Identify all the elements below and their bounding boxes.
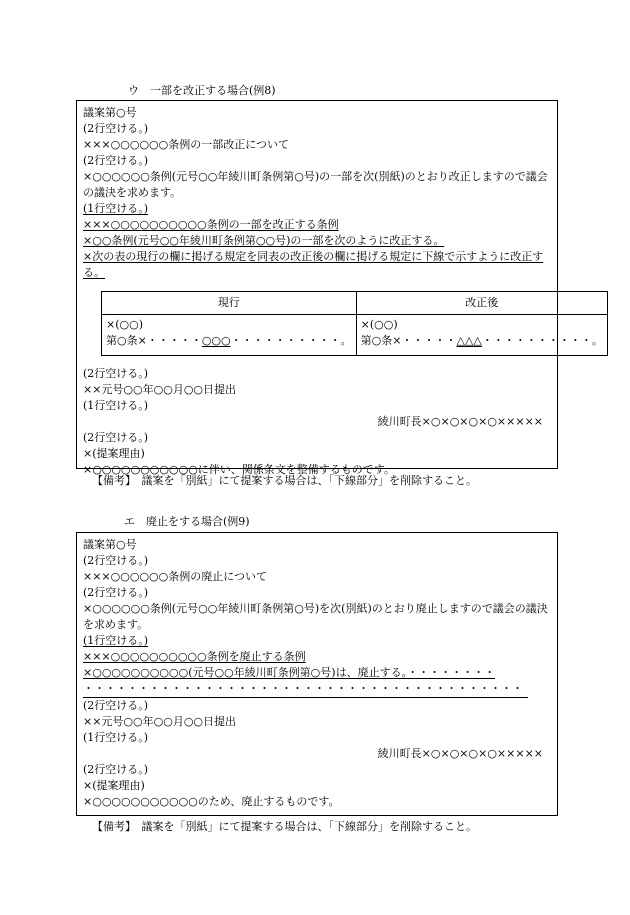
- spacing-note: (2行空ける。): [83, 431, 149, 444]
- column-header-current: 現行: [102, 292, 357, 315]
- spacing-note: (1行空ける。): [83, 399, 149, 412]
- bill-number: 議案第○号: [83, 538, 137, 551]
- ordinance-clause: [83, 665, 553, 681]
- article-text-changed: △△△: [456, 334, 482, 347]
- article-label: ×(○○): [360, 318, 398, 331]
- spacing-note: (2行空ける。): [83, 586, 149, 599]
- spacing-note: (2行空ける。): [83, 763, 149, 776]
- article-text-changed: ○○○: [201, 334, 231, 347]
- reason-text: ×○○○○○○○○○○○に伴い、関係条文を整備するものです。: [83, 463, 395, 476]
- table-header-row: [102, 292, 608, 315]
- spacing-note-underlined: [83, 201, 553, 217]
- spacing-note-underlined: [83, 633, 553, 649]
- table-cell-current: [102, 315, 357, 356]
- amend-example-box: [76, 100, 603, 476]
- table-cell-revised: [356, 315, 607, 356]
- spacing-note: (2行空ける。): [83, 122, 149, 135]
- reason-heading: ×(提案理由): [83, 779, 145, 792]
- section-heading-abolish: エ 廃止をする場合(例9): [124, 515, 250, 528]
- spacing-note: (2行空ける。): [83, 699, 149, 712]
- ordinance-title: [83, 217, 553, 233]
- spacing-note: (2行空ける。): [83, 154, 149, 167]
- reason-heading: ×(提案理由): [83, 447, 145, 460]
- underlined-text: (1行空ける。): [83, 634, 149, 647]
- ordinance-title: [83, 649, 553, 665]
- reason-text: ×○○○○○○○○○○○のため、廃止するものです。: [83, 795, 340, 808]
- bill-body: ×○○○○○○条例(元号○○年綾川町条例第○号)を次(別紙)のとおり廃止しますので議会の議決を求めます。: [83, 602, 548, 631]
- mayor-signature: 綾川町長×○×○×○×○×××××: [377, 415, 543, 428]
- article-text: [106, 333, 352, 349]
- underlined-text: ×次の表の現行の欄に掲げる規定を同表の改正後の欄に掲げる規定に下線で示すように改正する。: [83, 250, 544, 279]
- underlined-text: ×××○○○○○○○○○○条例の一部を改正する条例: [83, 218, 339, 231]
- article-label: ×(○○): [106, 318, 143, 331]
- article-text-part: ・・・・・・・・・・。: [481, 334, 603, 347]
- ordinance-clause: [83, 233, 553, 249]
- abolish-example-box: [76, 532, 558, 816]
- underlined-text: ×○○条例(元号○○年綾川町条例第○○号)の一部を次のように改正する。: [83, 234, 445, 247]
- section-heading-amend: ウ 一部を改正する場合(例8): [128, 84, 276, 97]
- bill-title: ×××○○○○○○条例の一部改正について: [83, 138, 290, 151]
- spacing-note: (1行空ける。): [83, 731, 149, 744]
- ordinance-clause: [83, 249, 553, 281]
- remarks-note: 【備考】 議案を「別紙」にて提案する場合は、「下線部分」を削除すること。: [92, 820, 477, 833]
- submission-date: ××元号○○年○○月○○日提出: [83, 715, 237, 728]
- spacing-note: (2行空ける。): [83, 554, 149, 567]
- spacing-note: (2行空ける。): [83, 367, 149, 380]
- column-header-revised: 改正後: [356, 292, 607, 315]
- underlined-text: ×××○○○○○○○○○○条例を廃止する条例: [83, 650, 306, 663]
- underlined-text: (1行空ける。): [83, 202, 149, 215]
- comparison-table: [101, 291, 608, 356]
- mayor-signature: 綾川町長×○×○×○×○×××××: [377, 747, 543, 760]
- submission-date: ××元号○○年○○月○○日提出: [83, 383, 237, 396]
- underlined-text: ×○○○○○○○○○○(元号○○年綾川町条例第○号)は、廃止する。・・・・・・・・: [83, 666, 496, 679]
- bill-title: ×××○○○○○○条例の廃止について: [83, 570, 268, 583]
- article-text-part: 第○条×・・・・・: [106, 334, 202, 347]
- bill-number: 議案第○号: [83, 106, 137, 119]
- article-text: [361, 333, 603, 349]
- remarks-note: 【備考】 議案を「別紙」にて提案する場合は、「下線部分」を削除すること。: [92, 474, 477, 487]
- bill-body: ×○○○○○○条例(元号○○年綾川町条例第○号)の一部を次(別紙)のとおり改正しますので議会の議決を求めます。: [83, 170, 548, 199]
- article-text-part: ・・・・・・・・・・。: [230, 334, 352, 347]
- table-row: [102, 315, 608, 356]
- ordinance-clause-continuation: ・・・・・・・・・・・・・・・・・・・・・・・・・・・・・・・・・・・・・・・・: [83, 681, 528, 698]
- article-text-part: 第○条×・・・・・: [360, 334, 457, 347]
